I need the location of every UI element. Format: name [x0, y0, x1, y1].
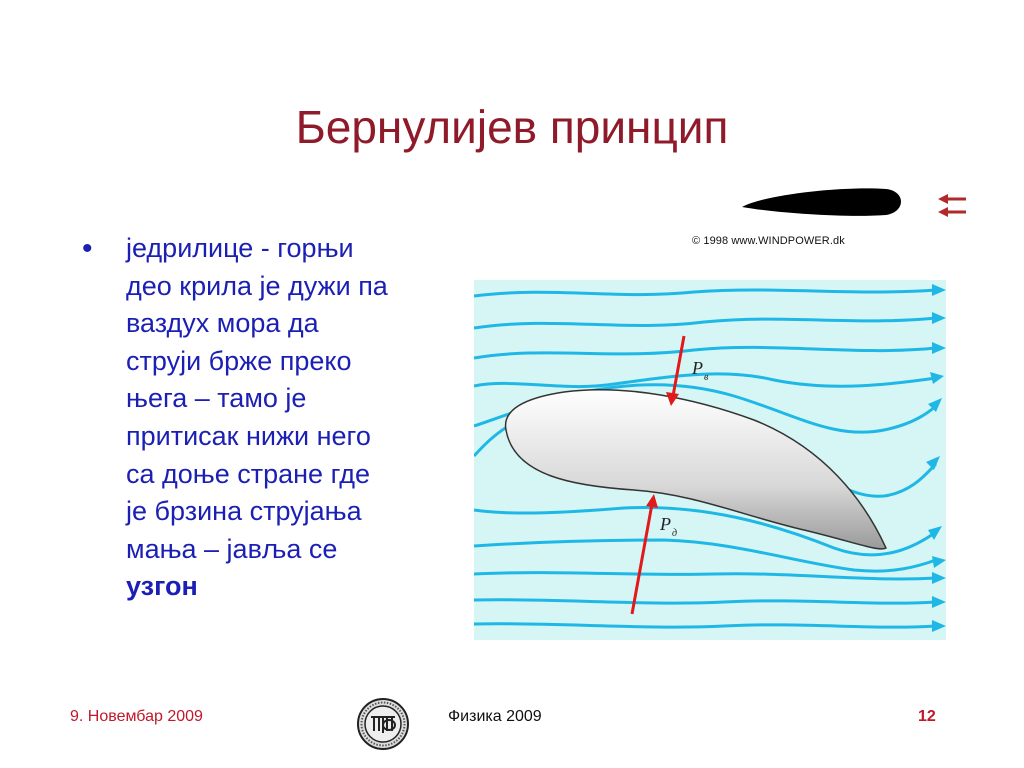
footer-date: 9. Новембар 2009 [70, 708, 203, 725]
bullet-line: ваздух мора да [126, 308, 319, 339]
bullet-bold-word: узгон [126, 571, 198, 602]
university-seal-icon [356, 697, 410, 751]
bullet-line: део крила је дужи па [126, 270, 388, 301]
label-pv-sub: в [704, 372, 709, 383]
bullet-line: притисак нижи него [126, 420, 371, 451]
bullet-line: једрилице - горњи [126, 233, 354, 263]
label-pd: P [660, 514, 671, 534]
label-pv: P [692, 358, 703, 378]
bullet-line: са доње стране где [126, 458, 370, 489]
bullet-marker: • [82, 232, 93, 265]
footer-center-text: Физика 2009 [448, 708, 542, 725]
airfoil-streamline-diagram [474, 280, 946, 640]
small-airfoil-icon [736, 180, 986, 230]
image-credit: © 1998 www.WINDPOWER.dk [692, 235, 845, 247]
bullet-line: њега – тамо је [126, 383, 307, 414]
bullet-line: је брзина струјања [126, 496, 362, 527]
slide-title: Бернулијев принцип [295, 101, 729, 153]
label-pd-sub: д [672, 528, 678, 539]
bullet-line: мања – јавља се [126, 533, 338, 564]
bullet-line: струји брже преко [126, 345, 352, 376]
bullet-text [126, 230, 456, 606]
page-number: 12 [918, 708, 936, 725]
